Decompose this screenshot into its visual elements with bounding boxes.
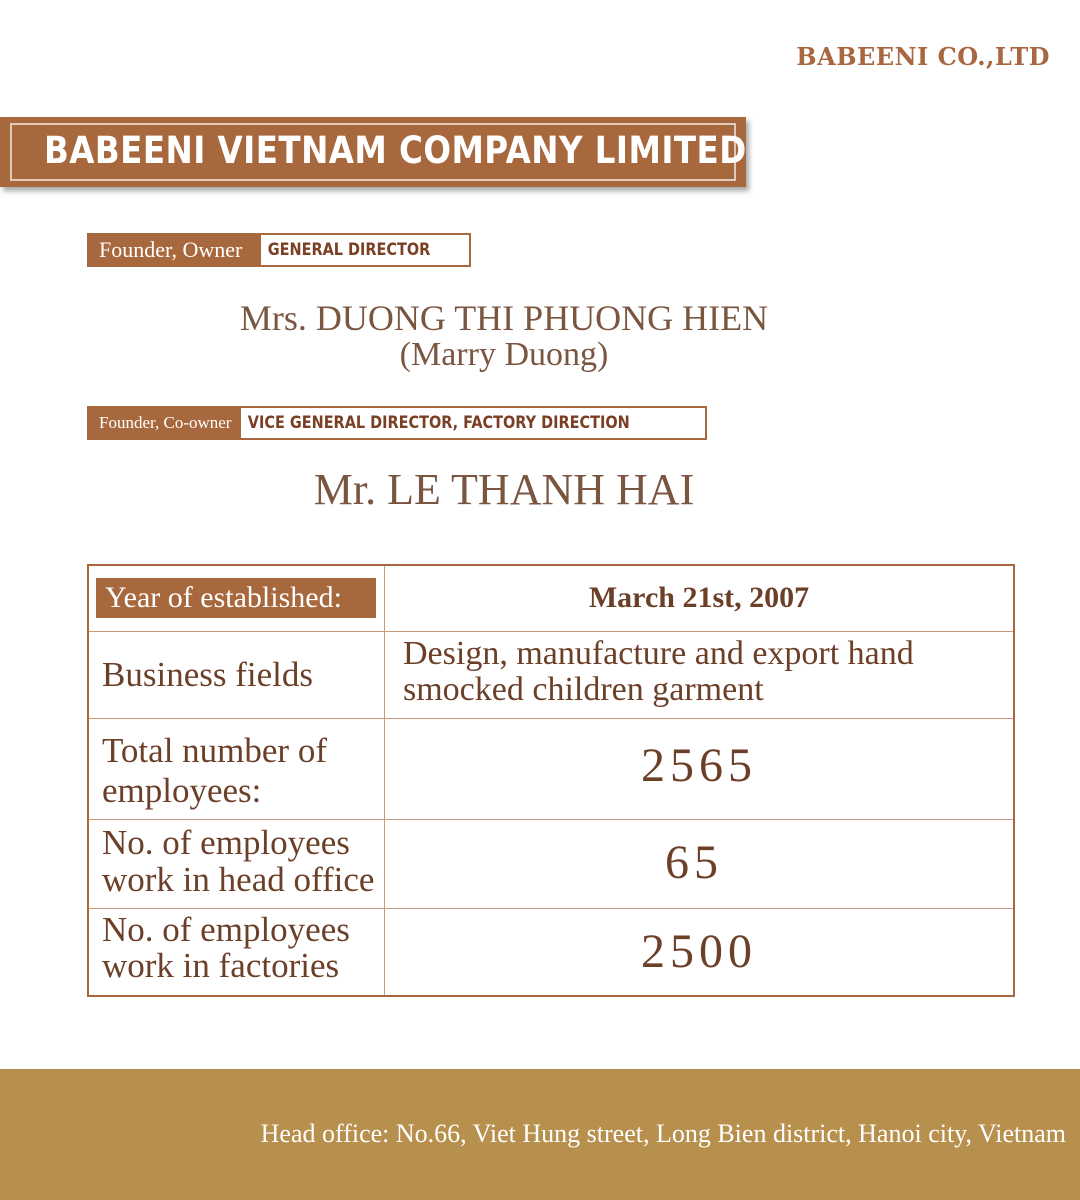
brand-logo-text: BABEENI CO.,LTD	[796, 42, 1050, 71]
table-cell-value	[385, 718, 1013, 819]
business-value-line1: Design, manufacture and export hand	[403, 635, 914, 672]
table-row	[89, 631, 1013, 719]
table-row	[89, 566, 1013, 632]
role-label-general-director	[87, 233, 471, 267]
role-label-vice-director	[87, 406, 707, 440]
director-name: Mrs. DUONG THI PHUONG HIEN	[239, 298, 769, 338]
total-label-line1: Total number of	[102, 731, 327, 770]
company-title: BABEENI VIETNAM COMPANY LIMITED	[44, 129, 747, 172]
table-cell-label	[89, 718, 385, 819]
table-row	[89, 718, 1013, 820]
table-row	[89, 908, 1013, 995]
table-cell-value	[385, 908, 1013, 995]
total-label-line2: employees:	[102, 771, 262, 810]
year-value: March 21st, 2007	[588, 581, 810, 614]
table-cell-label	[89, 566, 385, 631]
business-label: Business fields	[102, 655, 313, 694]
table-cell-label	[89, 819, 385, 908]
role-tag: Founder, Co-owner	[89, 408, 241, 438]
table-cell-value	[385, 566, 1013, 631]
role-tag: Founder, Owner	[89, 235, 261, 265]
company-title-banner	[0, 117, 746, 187]
head-office-label-line1: No. of employees	[102, 823, 350, 862]
table-row	[89, 819, 1013, 909]
factory-value: 2500	[641, 925, 757, 978]
business-value-line2: smocked children garment	[403, 671, 764, 708]
head-office-label-line2: work in head office	[102, 860, 375, 899]
head-office-value: 65	[665, 836, 723, 889]
vice-director-name: Mr. LE THANH HAI	[313, 465, 695, 514]
footer-bar	[0, 1069, 1080, 1200]
table-cell-label	[89, 631, 385, 718]
table-cell-label	[89, 908, 385, 995]
factory-label-line1: No. of employees	[102, 910, 350, 949]
head-office-address: Head office: No.66, Viet Hung street, Long Bien district, Hanoi city, Vietnam	[260, 1119, 1066, 1148]
factory-label-line2: work in factories	[102, 946, 340, 985]
table-cell-value	[385, 631, 1013, 718]
year-label: Year of established:	[96, 578, 376, 618]
company-info-table	[87, 564, 1015, 997]
director-alias: (Marry Duong)	[399, 336, 609, 373]
role-title: VICE GENERAL DIRECTOR, FACTORY DIRECTION	[248, 413, 631, 433]
table-cell-value	[385, 819, 1013, 908]
total-employees-value: 2565	[641, 739, 757, 792]
role-title: GENERAL DIRECTOR	[267, 240, 431, 260]
